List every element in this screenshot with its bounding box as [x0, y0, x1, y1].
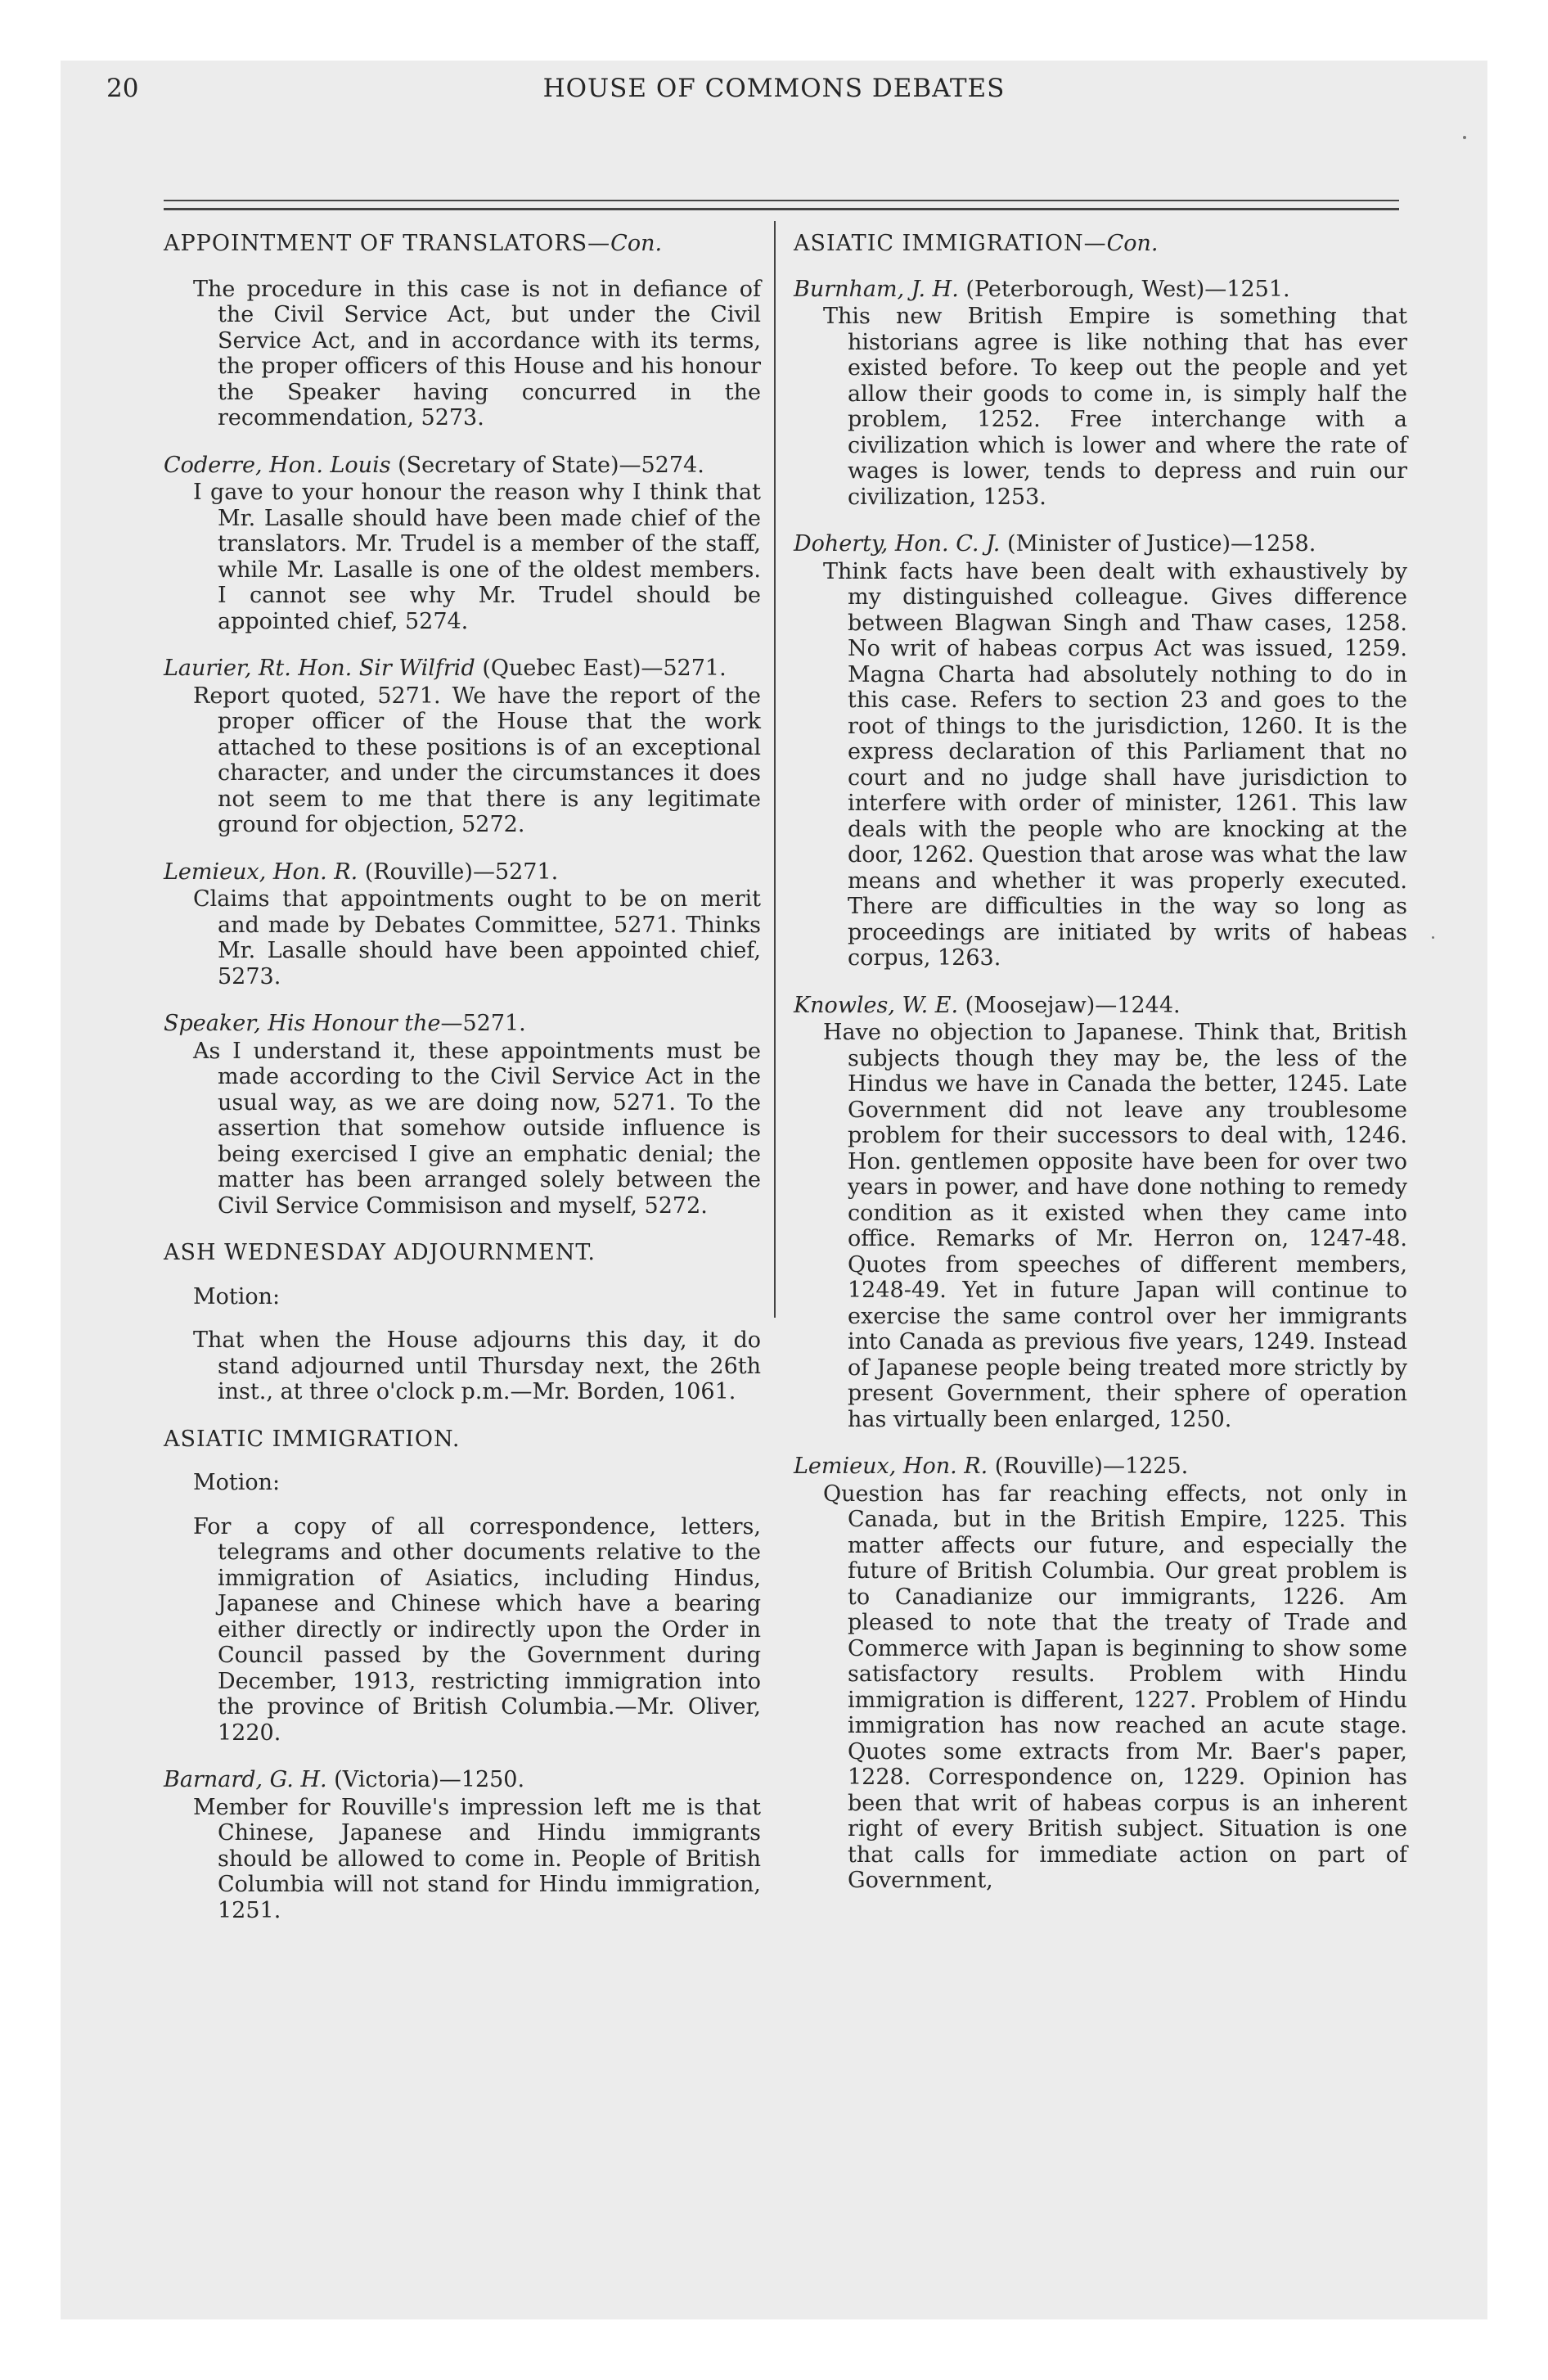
- entry-text: The procedure in this case is not in defiance of the Civil Service Act, but under the Civil Service Act, and in accordance with its terms, the proper officers of this House and his honour the Speaker having concurred in the recommendation, 5273.: [193, 276, 761, 430]
- speaker-line: [794, 993, 1407, 1019]
- section-heading-text: APPOINTMENT OF TRANSLATORS—: [164, 231, 611, 256]
- speaker-line: [164, 453, 761, 479]
- speaker-name: Speaker, His Honour the: [164, 1011, 441, 1036]
- entry-text: Report quoted, 5271. We have the report of the proper officer of the House that the work attached to these positions is of an exceptional character, and under the circumstances it does not seem to me that there is any legitimate ground for objection, 5272.: [193, 683, 761, 837]
- entry-text: Think facts have been dealt with exhaustively by my distinguished colleague. Gives difference between Blagwan Singh and Thaw cases, 1258. No writ of habeas corpus Act was issued, 1259. Magna Charta had absolutely nothing to do in this case. Refers to section 23 and goes to the root of things to the jurisdiction, 1260. It is the express declaration of this Parliament that no court and no judge shall have jurisdiction to interfere with order of minister, 1261. This law deals with the people who are knocking at the door, 1262. Question that arose was what the law means and whether it was properly executed. There are difficulties in the way so long as proceedings are initiated by writs of habeas corpus, 1263.: [823, 558, 1407, 971]
- entry-text: Question has far reaching effects, not only in Canada, but in the British Empire, 1225. This matter affects our future, and especially the future of British Columbia. Our great problem is to Canadianize our immigrants, 1226. Am pleased to note that the treaty of Trade and Commerce with Japan is beginning to show some satisfactory results. Problem with Hindu immigration is different, 1227. Problem of Hindu immigration has now reached an acute stage. Quotes some extracts from Mr. Baer's paper, 1228. Correspondence on, 1229. Opinion has been that writ of habeas corpus is an inherent right of every British subject. Situation is one that calls for immediate action on part of Government,: [823, 1481, 1407, 1893]
- page-number: 20: [106, 74, 139, 103]
- speaker-name: Barnard, G. H.: [164, 1767, 327, 1792]
- asiatic-immigration-heading: ASIATIC IMMIGRATION.: [164, 1426, 461, 1452]
- speaker-detail: (Rouville)—1225.: [988, 1454, 1189, 1479]
- speaker-line: [794, 531, 1407, 557]
- right-column: [794, 231, 1407, 1915]
- left-column: [164, 231, 761, 1945]
- speaker-line: [164, 1767, 761, 1793]
- speaker-detail: (Secretary of State)—5274.: [390, 452, 704, 478]
- speaker-detail: (Minister of Justice)—1258.: [1000, 531, 1316, 557]
- continued-marker: Con.: [1106, 231, 1159, 256]
- speaker-name: Laurier, Rt. Hon. Sir Wilfrid: [164, 656, 475, 681]
- section-heading-text: ASIATIC IMMIGRATION—: [794, 231, 1107, 256]
- motion-text: For a copy of all correspondence, letters, telegrams and other documents relative to the immigration of Asiatics, including Hindus, Japanese and Chinese which have a bearing either directly or indirectly upon the Order in Council passed by the Government during December, 1913, restricting immigration into the province of British Columbia.—Mr. Oliver, 1220.: [193, 1513, 761, 1746]
- speaker-name: Doherty, Hon. C. J.: [794, 531, 1001, 557]
- speaker-name: Knowles, W. E.: [794, 992, 959, 1018]
- speaker-detail: (Quebec East)—5271.: [475, 656, 727, 681]
- speaker-name: Lemieux, Hon. R.: [164, 859, 358, 885]
- entry-text: As I understand it, these appointments must be made according to the Civil Service Act in the usual way, as we are doing now, 5271. To the assertion that somehow outside influence is being exercised I give an emphatic denial; the matter has been arranged solely between the Civil Service Commisison and myself, 5272.: [193, 1038, 761, 1219]
- ash-wednesday-heading: ASH WEDNESDAY ADJOURNMENT.: [164, 1240, 596, 1265]
- speaker-detail: (Peterborough, West)—1251.: [958, 276, 1290, 302]
- entry-text: I gave to your honour the reason why I think that Mr. Lasalle should have been made chief of the translators. Mr. Trudel is a member of the staff, while Mr. Lasalle is one of the oldest members. I cannot see why Mr. Trudel should be appointed chief, 5274.: [193, 480, 761, 634]
- column-divider: [774, 221, 776, 1318]
- entry-text: Claims that appointments ought to be on merit and made by Debates Committee, 5271. Thinks Mr. Lasalle should have been appointed chief, 5273.: [193, 886, 761, 989]
- motion-label: Motion:: [193, 1283, 281, 1309]
- section-heading: [164, 231, 761, 257]
- running-title: HOUSE OF COMMONS DEBATES: [542, 74, 1006, 103]
- motion-label: Motion:: [193, 1470, 281, 1495]
- speaker-name: Burnham, J. H.: [794, 276, 959, 302]
- speaker-line: [794, 1454, 1407, 1480]
- entry-text: Have no objection to Japanese. Think that, British subjects though they may be, the less of the Hindus we have in Canada the better, 1245. Late Government did not leave any troublesome problem for their successors to deal with, 1246. Hon. gentlemen opposite have been for over two years in power, and have done nothing to remedy condition as it existed when they came into office. Remarks of Mr. Herron on, 1247-48. Quotes from speeches of different members, 1248-49. Yet in future Japan will continue to exercise the same control over her immigrants into Canada as previous five years, 1249. Instead of Japanese people being treated more strictly by present Government, their sphere of operation has virtually been enlarged, 1250.: [823, 1020, 1407, 1432]
- speaker-line: [794, 277, 1407, 303]
- speaker-name: Lemieux, Hon. R.: [794, 1454, 988, 1479]
- entry-text: This new British Empire is something that historians agree is like nothing that has ever existed before. To keep out the people and yet allow their goods to come in, is simply half the problem, 1252. Free interchange with a civilization which is lower and where the rate of wages is lower, tends to depress and ruin our civilization, 1253.: [823, 304, 1407, 510]
- speaker-line: [164, 656, 761, 682]
- speaker-name: Coderre, Hon. Louis: [164, 452, 391, 478]
- speaker-line: [164, 859, 761, 886]
- entry-text: Member for Rouville's impression left me is that Chinese, Japanese and Hindu immigrants should be allowed to come in. People of British Columbia will not stand for Hindu immigration, 1251.: [193, 1794, 761, 1923]
- speaker-line: [164, 1011, 761, 1037]
- motion-text: That when the House adjourns this day, it do stand adjourned until Thursday next, the 26th inst., at three o'clock p.m.—Mr. Borden, 1061.: [193, 1327, 761, 1404]
- speaker-detail: (Moosejaw)—1244.: [958, 992, 1181, 1018]
- continued-marker: Con.: [610, 231, 663, 256]
- speaker-detail: (Rouville)—5271.: [358, 859, 559, 885]
- section-heading: [794, 231, 1407, 257]
- header-rule-double: [164, 208, 1399, 210]
- speaker-detail: (Victoria)—1250.: [326, 1767, 525, 1792]
- speaker-detail: —5271.: [440, 1011, 526, 1036]
- header-rule: [164, 200, 1399, 201]
